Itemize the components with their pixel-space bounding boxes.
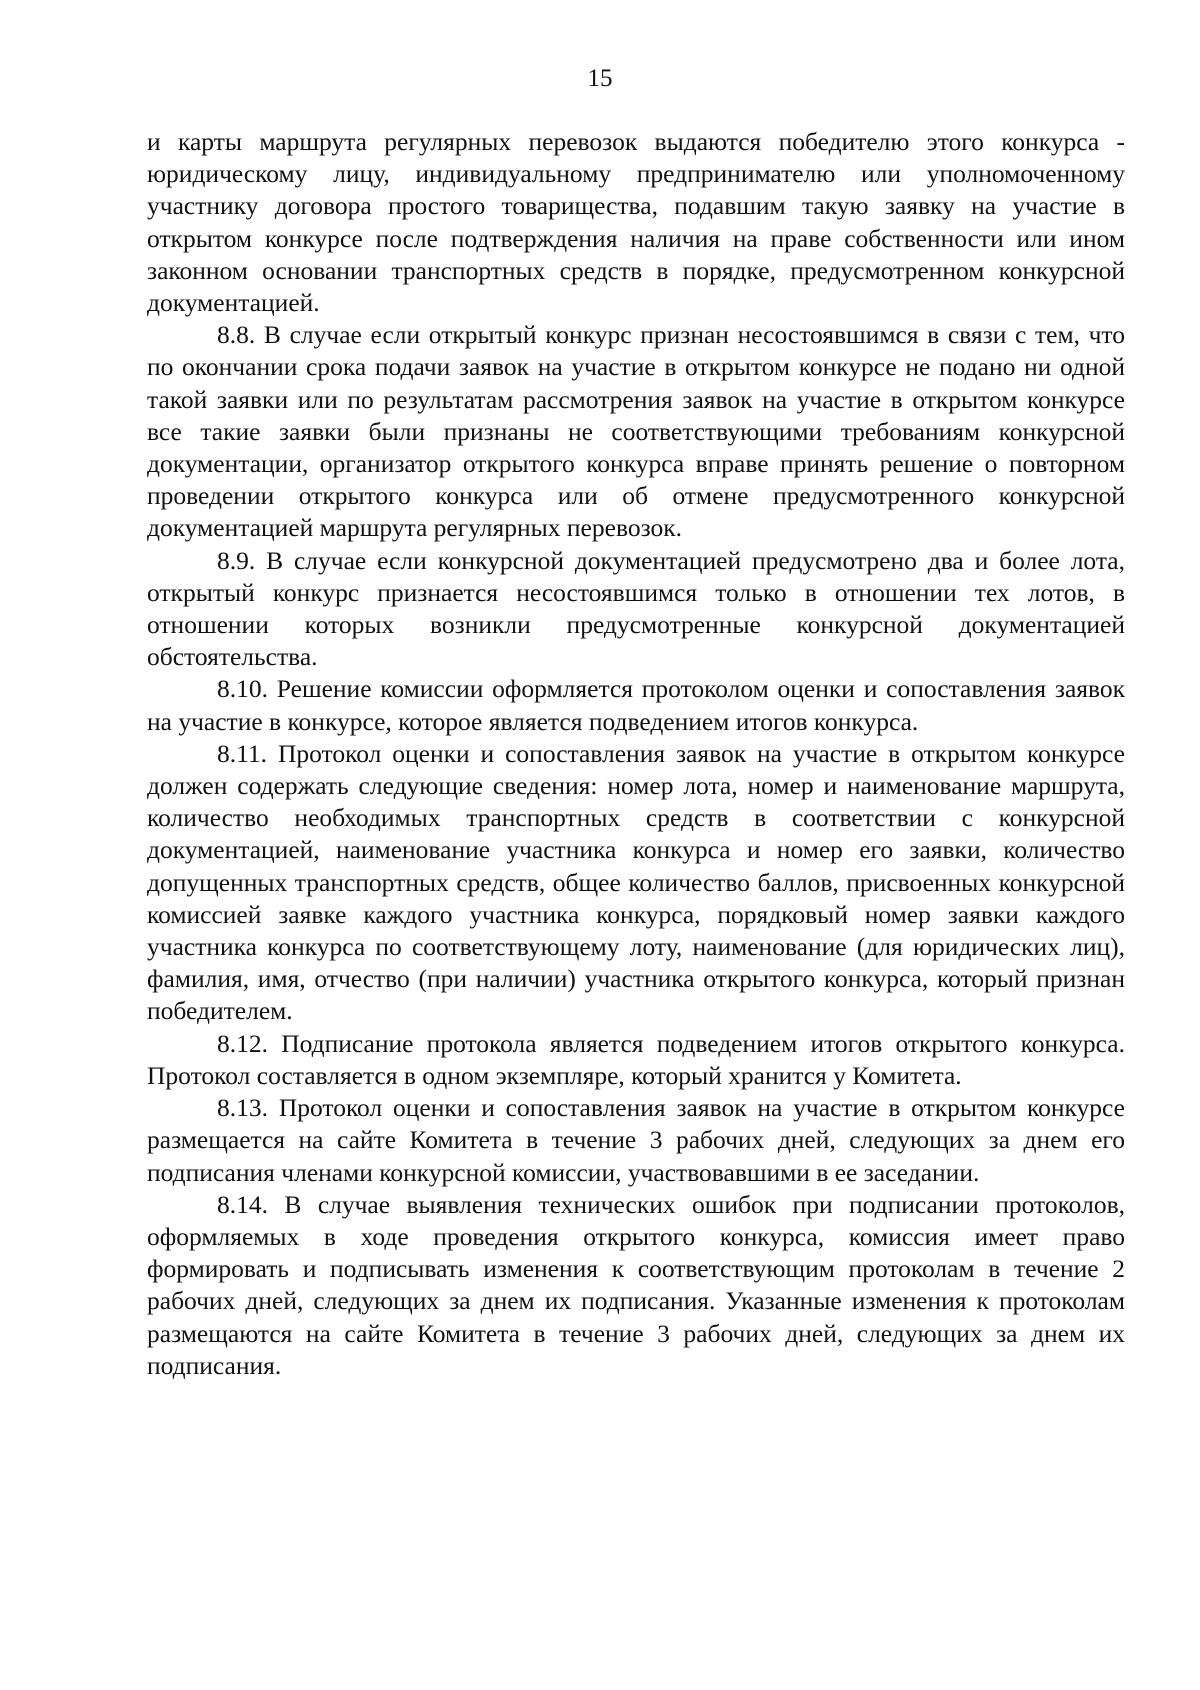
page-number: 15: [587, 65, 613, 92]
paragraph-continuation: и карты маршрута регулярных перевозок выдаются победителю этого конкурса - юридическому лицу, индивидуальному предпринимателю или уполномоченному участнику договора простого товарищества, подавшим такую заявку на участие в открытом конкурсе после подтверждения наличия на праве собственности или ином законном основании транспортных средств в порядке, предусмотренном конкурсной документацией.: [147, 127, 1125, 318]
paragraph-8-13: 8.13. Протокол оценки и сопоставления заявок на участие в открытом конкурсе размещается на сайте Комитета в течение 3 рабочих дней, следующих за днем его подписания членами конкурсной комиссии, участвовавшими в ее заседании.: [147, 1093, 1125, 1187]
paragraph-8-11: 8.11. Протокол оценки и сопоставления заявок на участие в открытом конкурсе должен содержать следующие сведения: номер лота, номер и наименование маршрута, количество необходимых транспортных средств в соответствии с конкурсной документацией, наименование участника конкурса и номер его заявки, количество допущенных транспортных средств, общее количество баллов, присвоенных конкурсной комиссией заявке каждого участника конкурса, порядковый номер заявки каждого участника конкурса по соответствующему лоту, наименование (для юридических лиц), фамилия, имя, отчество (при наличии) участника открытого конкурса, который признан победителем.: [147, 738, 1125, 1026]
paragraph-8-8: 8.8. В случае если открытый конкурс признан несостоявшимся в связи с тем, что по окончании срока подачи заявок на участие в открытом конкурсе не подано ни одной такой заявки или по результатам рассмотрения заявок на участие в открытом конкурсе все такие заявки были признаны не соответствующими требованиям конкурсной документации, организатор открытого конкурса вправе принять решение о повторном проведении открытого конкурса или об отмене предусмотренного конкурсной документацией маршрута регулярных перевозок.: [147, 320, 1125, 543]
paragraph-8-10: 8.10. Решение комиссии оформляется протоколом оценки и сопоставления заявок на участие в конкурсе, которое является подведением итогов конкурса.: [147, 674, 1125, 736]
paragraph-8-9: 8.9. В случае если конкурсной документацией предусмотрено два и более лота, открытый конкурс признается несостоявшимся только в отношении тех лотов, в отношении которых возникли предусмотренные конкурсной документацией обстоятельства.: [147, 545, 1125, 672]
paragraph-8-12: 8.12. Подписание протокола является подведением итогов открытого конкурса. Протокол составляется в одном экземпляре, который хранится у Комитета.: [147, 1028, 1125, 1090]
paragraph-8-14: 8.14. В случае выявления технических ошибок при подписании протоколов, оформляемых в ходе проведения открытого конкурса, комиссия имеет право формировать и подписывать изменения к соответствующим протоколам в течение 2 рабочих дней, следующих за днем их подписания. Указанные изменения к протоколам размещаются на сайте Комитета в течение 3 рабочих дней, следующих за днем их подписания.: [147, 1189, 1125, 1380]
document-body: [147, 126, 1125, 1382]
